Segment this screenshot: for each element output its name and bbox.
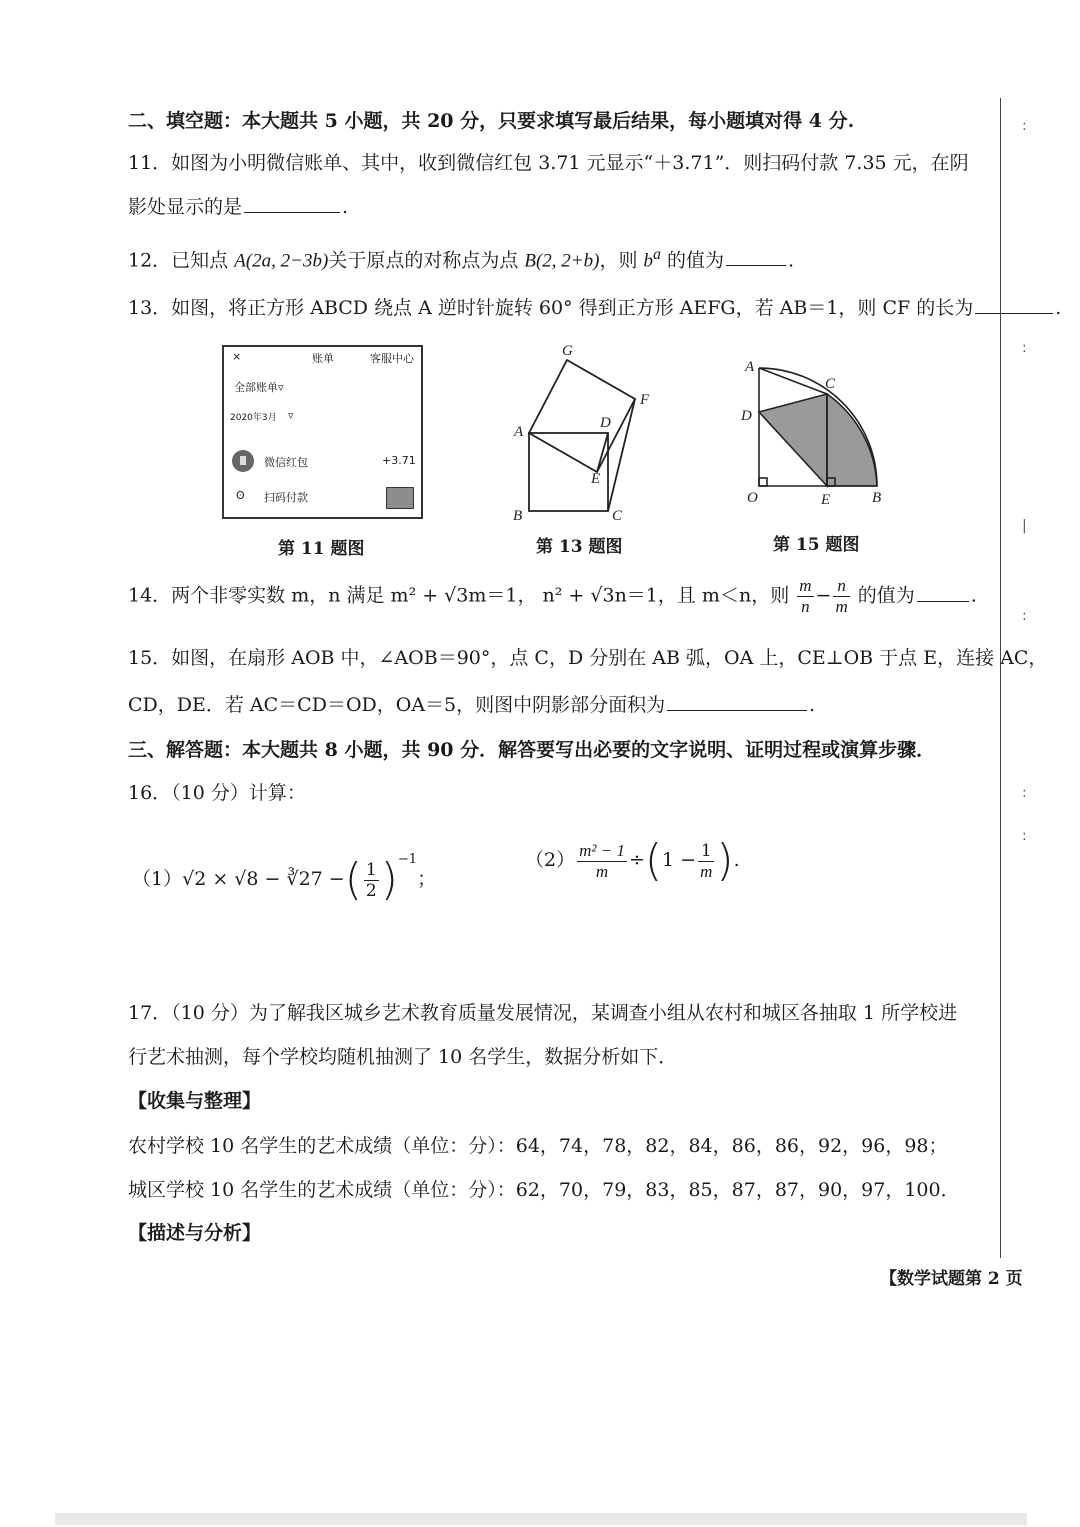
- q12-answer-blank[interactable]: [726, 245, 786, 266]
- fig11-phone-screen: [222, 345, 423, 519]
- fig15-caption: 第 15 题图: [773, 535, 860, 555]
- margin-mark: |: [1022, 518, 1027, 534]
- margin-mark: :: [1022, 340, 1027, 356]
- q11-line1: 11．如图为小明微信账单、其中，收到微信红包 3.71 元显示“＋3.71”．则扫码付款 7.35 元，在阴: [128, 152, 969, 174]
- right-margin-line: [1000, 98, 1001, 1258]
- q12-mid: 关于原点的对称点为点: [328, 249, 525, 272]
- q15-line1: 15．如图，在扇形 AOB 中，∠AOB＝90°，点 C，D 分别在 AB 弧，OA 上，CE⊥OB 于点 E，连接 AC，: [128, 647, 1048, 669]
- section3-header: 三、解答题：本大题共 8 小题，共 90 分．解答要写出必要的文字说明、证明过程或演算步骤．: [128, 739, 936, 761]
- fig15-label-d: D: [741, 408, 752, 424]
- fig11-item1-amount: +3.71: [382, 454, 416, 467]
- q15-line2: [128, 690, 815, 718]
- q16-p2-end: .: [733, 849, 740, 871]
- q12-power-exp: a: [653, 246, 661, 263]
- q13-answer-blank[interactable]: [975, 293, 1053, 314]
- q12-pre: 12．已知点: [128, 249, 235, 272]
- margin-mark: :: [1022, 118, 1027, 134]
- q12-point-a: A: [234, 250, 246, 272]
- q14-text: 14．两个非零实数 m，n 满足 m² + √3m＝1， n² + √3n＝1，且 m＜n，则: [128, 584, 790, 607]
- fig11-shaded-amount: [386, 487, 414, 509]
- q16-p2-divide: ÷: [628, 849, 645, 871]
- fig11-month: 2020年3月: [230, 413, 277, 423]
- q16-title: 16．（10 分）计算：: [128, 782, 306, 804]
- fig15-label-b: B: [872, 490, 882, 506]
- q16-p1-label: （1）: [132, 868, 183, 890]
- q11-text: 影处显示的是: [128, 196, 243, 218]
- fig13-label-f: F: [640, 392, 650, 408]
- red-packet-icon: [232, 450, 254, 472]
- page-footer: 【数学试题第 2 页: [880, 1269, 1023, 1289]
- fig13-diagram: [505, 338, 675, 528]
- fig13-segment-cf: [608, 399, 635, 511]
- fig15-label-o: O: [747, 490, 758, 506]
- q15-text: CD，DE．若 AC＝CD＝OD，OA＝5，则图中阴影部分面积为: [128, 694, 666, 716]
- close-icon: ×: [232, 350, 242, 363]
- fig15-shaded-triangle: [759, 394, 827, 486]
- q14-fraction-n-over-m: $\frac{n}{m}$: [835, 576, 848, 616]
- fig13-label-e: E: [591, 471, 601, 487]
- q13-text: 13．如图，将正方形 ABCD 绕点 A 逆时针旋转 60° 得到正方形 AEFG，若 AB＝1，则 CF 的长为: [128, 297, 974, 319]
- q12-b-coords: (2, 2+b): [535, 250, 600, 272]
- q13-end: .: [1055, 297, 1062, 319]
- q17-urban-scores: 城区学校 10 名学生的艺术成绩（单位：分）：62，70，79，83，85，87，87，90，97，100．: [128, 1179, 960, 1201]
- q12-tail: 的值为: [660, 249, 724, 272]
- fig15-label-c: C: [825, 376, 836, 392]
- fig11-item1-label: 微信红包: [264, 456, 308, 469]
- fig15-shaded-region: [827, 394, 877, 486]
- q12-line: [128, 242, 794, 274]
- q12-a-coords: (2a, 2−3b): [245, 250, 329, 272]
- q11-line2: [128, 192, 348, 220]
- fig13-caption: 第 13 题图: [536, 537, 623, 557]
- q17-line1: 17．（10 分）为了解我区城乡艺术教育质量发展情况，某调查小组从农村和城区各抽取 1 所学校进: [128, 1002, 958, 1024]
- q11-period: .: [342, 196, 349, 218]
- q14-answer-blank[interactable]: [917, 581, 969, 602]
- q17-rural-scores: 农村学校 10 名学生的艺术成绩（单位：分）：64，74，78，82，84，86，86，92，96，98；: [128, 1135, 948, 1157]
- fig11-caption: 第 11 题图: [278, 539, 365, 559]
- fig15-label-e: E: [821, 492, 831, 508]
- fig15-diagram: [735, 352, 895, 512]
- q16-p2-label: （2）: [525, 849, 576, 871]
- q16-p2-fraction: $\frac{\text{m² − 1}}{m}$: [579, 840, 625, 881]
- fig13-label-c: C: [612, 508, 623, 524]
- q15-answer-blank[interactable]: [667, 690, 807, 711]
- fig13-label-g: G: [562, 343, 573, 359]
- q12-point-b: B: [524, 250, 536, 272]
- q12-post: ，则: [599, 249, 644, 272]
- fig13-label-a: A: [514, 424, 524, 440]
- q16-p2-one-minus: 1 −: [662, 849, 697, 871]
- q13-line: [128, 293, 1061, 321]
- fig13-square-aefg: [529, 360, 635, 472]
- fig11-title: 账单: [312, 352, 334, 365]
- fig11-service: 客服中心: [370, 352, 414, 365]
- q12-power-base: b: [643, 250, 653, 272]
- margin-mark: :: [1022, 785, 1027, 801]
- q14-line: [128, 576, 977, 617]
- fig15-label-a: A: [745, 359, 755, 375]
- q16-p1-expr: √2 × √8 − ∛27 −: [182, 868, 345, 890]
- margin-mark: :: [1022, 608, 1027, 624]
- q16-p1-end: ；: [417, 868, 437, 890]
- q12-end: .: [787, 249, 795, 272]
- margin-mark: :: [1022, 828, 1027, 844]
- fig13-label-d: D: [600, 415, 611, 431]
- fig11-item2-label: 扫码付款: [264, 491, 308, 504]
- q11-answer-blank[interactable]: [244, 192, 340, 213]
- q14-end: .: [970, 584, 977, 607]
- q17-describe-heading: 【描述与分析】: [128, 1222, 262, 1244]
- fig13-label-b: B: [513, 508, 523, 524]
- q17-collect-heading: 【收集与整理】: [128, 1090, 262, 1112]
- q14-minus: −: [815, 584, 832, 607]
- q16-p1-fraction: $\frac{1}{2}$: [365, 859, 377, 901]
- q16-p2-inner-fraction: $\frac{1}{m}$: [700, 840, 713, 881]
- q16-p1-exponent: −1: [397, 852, 418, 867]
- scan-icon: ʘ: [236, 489, 245, 502]
- q16-part1: （1）√2 × √8 − ∛27 −( $\frac{1}{2}$ )$^{-1}$；: [132, 852, 437, 905]
- fig11-filter: 全部账单▿: [234, 381, 284, 394]
- chevron-down-icon: ▿: [288, 409, 294, 422]
- q14-fraction-m-over-n: $\frac{m}{n}$: [799, 576, 812, 616]
- q16-part2: （2） $\frac{\text{m² − 1}}{m}$ ÷(1 − $\frac{1}{m}$ ).: [525, 835, 740, 886]
- q15-end: .: [809, 694, 816, 716]
- q14-tail: 的值为: [857, 584, 915, 607]
- section2-header: 二、填空题：本大题共 5 小题，共 20 分，只要求填写最后结果，每小题填对得 4 分.: [128, 110, 855, 132]
- q17-line2: 行艺术抽测，每个学校均随机抽测了 10 名学生，数据分析如下．: [128, 1046, 678, 1068]
- bottom-scan-edge: [55, 1513, 1027, 1525]
